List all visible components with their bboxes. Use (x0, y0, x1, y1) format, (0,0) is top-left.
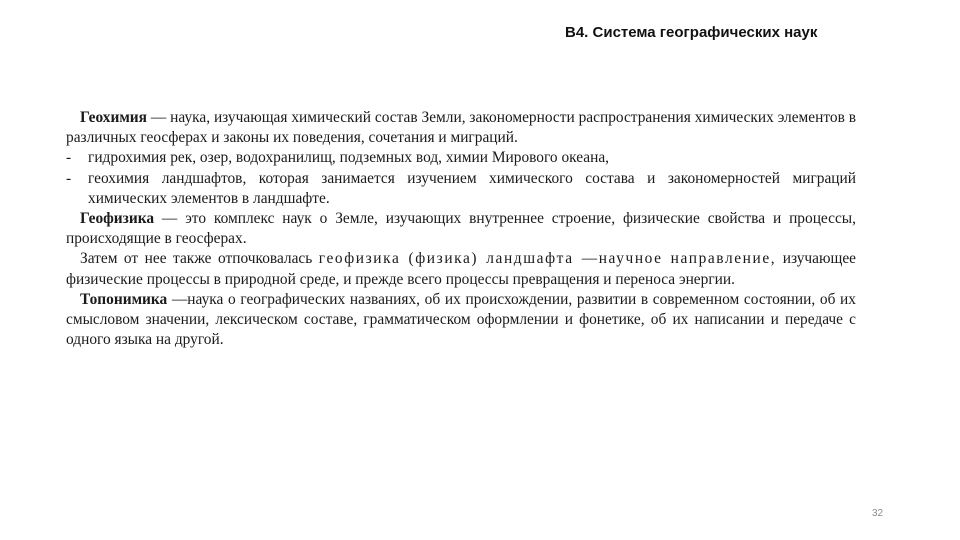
slide-title: В4. Система географических наук (565, 24, 818, 41)
landscape-text-before: Затем от нее также отпочковалась (80, 250, 319, 268)
paragraph-geophysics (66, 209, 856, 249)
term-landscape-geophysics: геофизика (физика) ландшафта —научное направление, (318, 250, 777, 268)
page-number: 32 (872, 508, 884, 519)
list-item (66, 148, 856, 168)
term-geophysics: Геофизика (80, 210, 155, 228)
paragraph-toponymy (66, 290, 856, 351)
landscape-text-after: изучающее физические процессы в природной среде, и прежде всего процессы превращения и переноса энергии. (66, 250, 856, 288)
slide-body (66, 108, 856, 350)
list-dash: - (66, 149, 72, 167)
list-item-text: геохимия ландшафтов, которая занимается изучением химического состава и закономерностей миграций химических элементов в ландшафте. (88, 169, 856, 207)
list-item-text: гидрохимия рек, озер, водохранилищ, подземных вод, химии Мирового океана, (88, 149, 610, 167)
definition-toponymy: —наука о географических названиях, об их происхождении, развитии в современном состоянии, об их смысловом значении, лексическом составе, грамматическом оформлении и фонетике, об их написании и передаче с одного языка на другой. (66, 290, 856, 349)
definition-geophysics: — это комплекс наук о Земле, изучающих внутреннее строение, физические свойства и процессы, происходящие в геосферах. (66, 210, 856, 248)
definition-geochemistry: — наука, изучающая химический состав Земли, закономерности распространения химических элементов в различных геосферах и законы их поведения, сочетания и миграций. (66, 109, 856, 147)
list-dash: - (66, 169, 72, 187)
paragraph-geochemistry (66, 108, 856, 148)
term-geochemistry: Геохимия (80, 109, 148, 126)
term-toponymy: Топонимика (80, 290, 168, 308)
list-item (66, 169, 856, 209)
paragraph-landscape-geophysics (66, 249, 856, 289)
